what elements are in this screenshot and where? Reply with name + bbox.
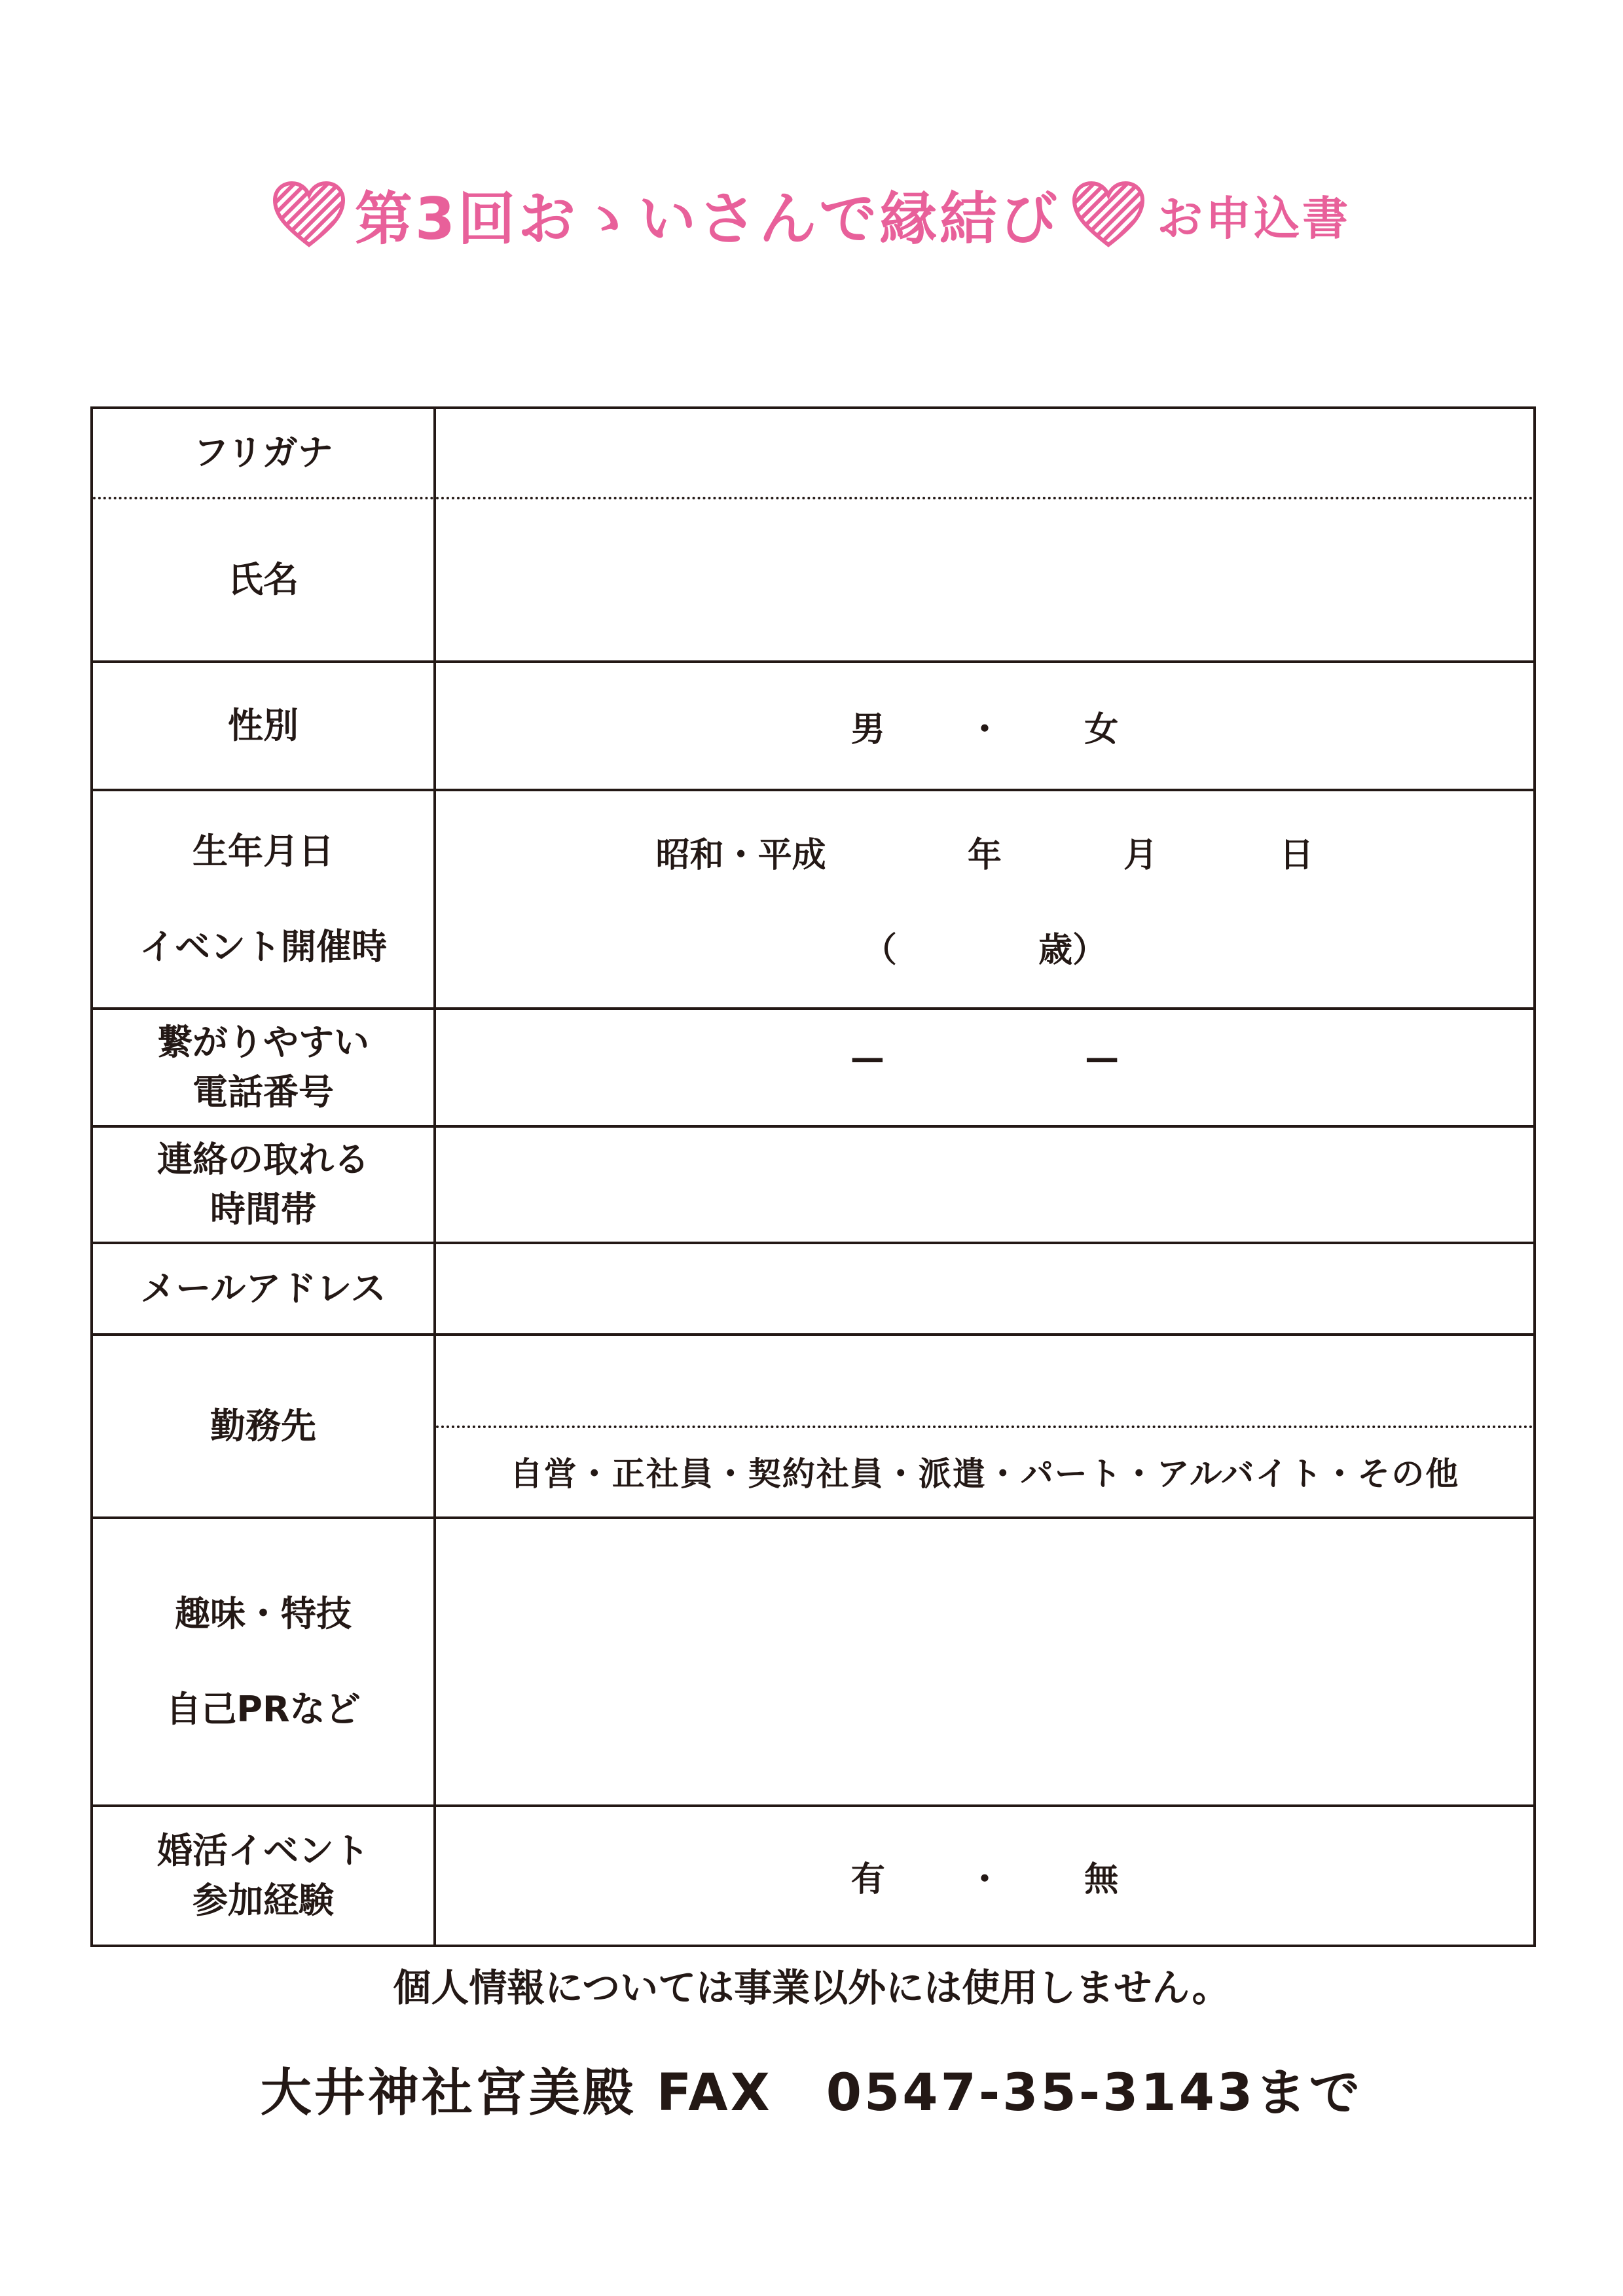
- hobby-label: [92, 1518, 435, 1806]
- workplace-row: [92, 1335, 1535, 1518]
- era-option[interactable]: 昭和・平成: [655, 836, 826, 875]
- phone-label-line2: 電話番号: [192, 1071, 334, 1113]
- gender-label: 性別: [92, 662, 435, 790]
- age-open-paren: （: [862, 931, 897, 970]
- workplace-name-field[interactable]: [436, 1338, 1533, 1428]
- experience-separator: ・: [967, 1859, 1002, 1899]
- birthdate-label-line2: イベント開催時: [139, 926, 387, 967]
- application-form-table: [90, 406, 1536, 1947]
- year-unit: 年: [967, 836, 1002, 875]
- phone-field[interactable]: [435, 1009, 1535, 1126]
- birthdate-label: [92, 790, 435, 1009]
- experience-yes-option[interactable]: 有: [850, 1859, 885, 1899]
- experience-label-line2: 参加経験: [192, 1880, 334, 1921]
- experience-label-line1: 婚活イベント: [157, 1830, 369, 1871]
- heart-icon: [272, 181, 346, 249]
- contact-time-label-line1: 連絡の取れる: [157, 1139, 369, 1180]
- birthdate-line: [436, 827, 1533, 876]
- privacy-note: 個人情報については事業以外には使用しません。: [393, 1965, 1230, 2010]
- gender-male-option[interactable]: 男: [850, 709, 885, 749]
- furigana-field[interactable]: [435, 408, 1535, 498]
- workplace-label: 勤務先: [92, 1335, 435, 1518]
- age-line: [436, 922, 1533, 971]
- phone-dash: —: [850, 1039, 884, 1078]
- contact-time-field[interactable]: [435, 1126, 1535, 1243]
- age-unit: 歳）: [1038, 931, 1107, 970]
- hobby-label-line2: 自己PRなど: [166, 1689, 361, 1730]
- experience-no-option[interactable]: 無: [1084, 1859, 1119, 1899]
- heart-icon: [1072, 181, 1145, 249]
- email-field[interactable]: [435, 1243, 1535, 1335]
- month-unit: 月: [1123, 836, 1158, 875]
- phone-row: [92, 1009, 1535, 1126]
- birthdate-field[interactable]: [435, 790, 1535, 1009]
- gender-row: [92, 662, 1535, 790]
- hobby-row: [92, 1518, 1535, 1806]
- birthdate-label-line1: 生年月日: [192, 831, 334, 872]
- email-row: [92, 1243, 1535, 1335]
- gender-field[interactable]: [435, 662, 1535, 790]
- day-unit: 日: [1279, 836, 1314, 875]
- email-label: メールアドレス: [92, 1243, 435, 1335]
- contact-time-label-line2: 時間帯: [210, 1189, 316, 1230]
- experience-label: [92, 1806, 435, 1946]
- phone-label-line1: 繋がりやすい: [157, 1022, 369, 1063]
- workplace-field: [435, 1335, 1535, 1518]
- phone-dash: —: [1085, 1039, 1120, 1078]
- employment-type-options[interactable]: 自営・正社員・契約社員・派遣・パート・アルバイト・その他: [509, 1455, 1460, 1493]
- name-field[interactable]: [435, 498, 1535, 662]
- gender-female-option[interactable]: 女: [1084, 709, 1119, 749]
- title-sub: お申込書: [1157, 191, 1351, 245]
- fax-contact: 大井神社宮美殿 FAX 0547-35-3143まで: [260, 2064, 1363, 2123]
- form-title: [0, 173, 1623, 256]
- contact-time-label: [92, 1126, 435, 1243]
- gender-separator: ・: [967, 709, 1002, 749]
- furigana-label: フリガナ: [92, 408, 435, 498]
- hobby-label-line1: 趣味・特技: [175, 1593, 352, 1634]
- phone-label: [92, 1009, 435, 1126]
- contact-time-row: [92, 1126, 1535, 1243]
- hobby-field[interactable]: [435, 1518, 1535, 1806]
- title-main: 第3回おゝいさんで縁結び: [354, 185, 1061, 253]
- birthdate-row: [92, 790, 1535, 1009]
- furigana-row: [92, 408, 1535, 498]
- experience-field[interactable]: [435, 1806, 1535, 1946]
- experience-row: [92, 1806, 1535, 1946]
- name-row: [92, 498, 1535, 662]
- name-label: 氏名: [92, 498, 435, 662]
